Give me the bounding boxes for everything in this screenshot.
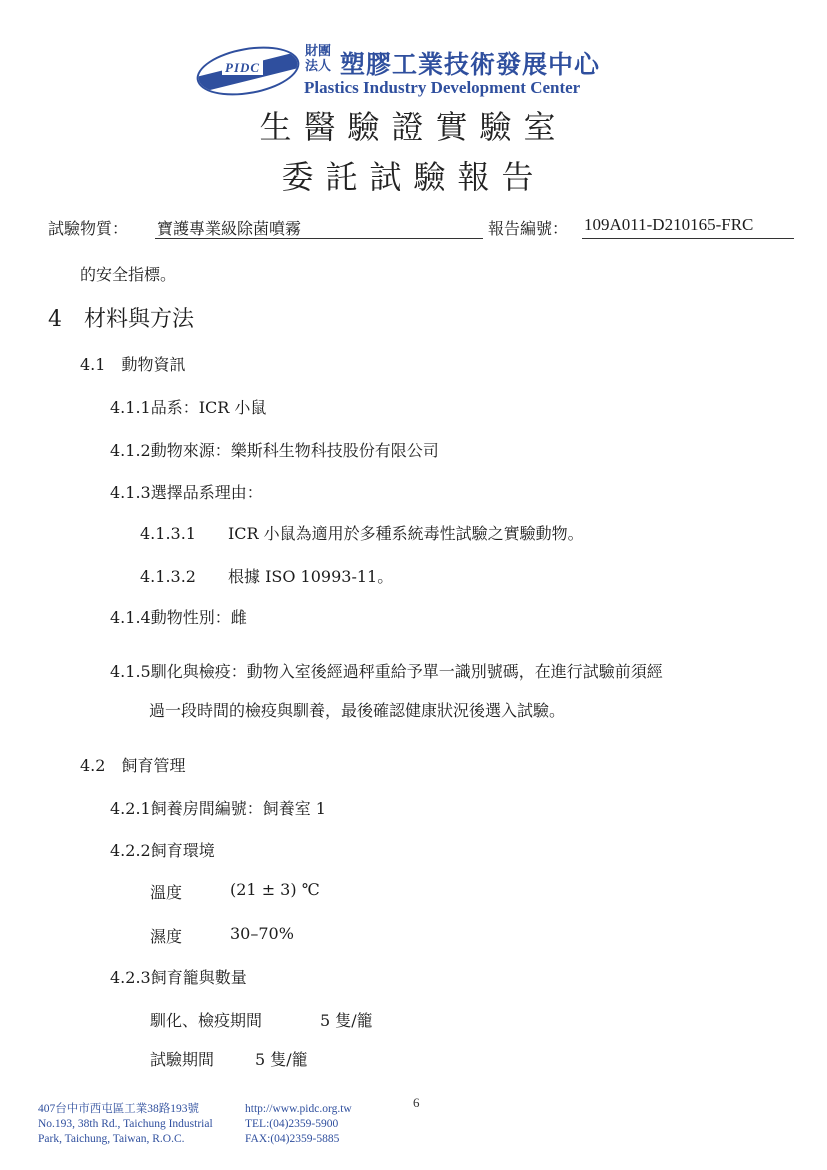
section-4-1-heading: 4.1 動物資訊 [80,355,186,374]
continued-text: 的安全指標。 [80,265,177,284]
humidity-label: 濕度 [150,927,183,946]
quarantine-value: 5 隻/籠 [320,1011,373,1030]
item-4-1-4: 4.1.4動物性別：雌 [110,608,247,627]
item-4-1-2: 4.1.2動物來源：樂斯科生物科技股份有限公司 [110,441,439,460]
report-no-label: 報告編號： [488,219,569,238]
footer-fax: FAX:(04)2359-5885 [245,1133,340,1145]
test-period-label: 試驗期間 [150,1050,215,1069]
org-prefix: 財團法人 [305,44,332,74]
report-no-value: 109A011-D210165-FRC [584,215,754,234]
section-4-heading: 4 材料與方法 [48,307,194,332]
report-title: 委託試驗報告 [281,158,546,196]
report-no-underline [582,238,794,239]
item-4-2-3: 4.2.3飼育籠與數量 [110,968,247,987]
footer-address-en-line2: Park, Taichung, Taiwan, R.O.C. [38,1133,185,1145]
logo-text-label: PIDC [222,60,263,75]
item-4-1-3-1: 4.1.3.1 ICR 小鼠為適用於多種系統毒性試驗之實驗動物。 [140,524,584,543]
item-4-2-2: 4.2.2飼育環境 [110,841,215,860]
footer-address-zh: 407台中市西屯區工業38路193號 [38,1103,199,1115]
logo-text [222,60,263,76]
org-name-zh: 塑膠工業技術發展中心 [340,50,601,79]
temperature-label: 溫度 [150,883,183,902]
footer-address-en-line1: No.193, 38th Rd., Taichung Industrial [38,1118,213,1130]
item-4-1-3-2: 4.1.3.2 根據 ISO 10993-11。 [140,567,394,586]
lab-title: 生醫驗證實驗室 [259,108,568,146]
footer-url: http://www.pidc.org.tw [245,1103,352,1115]
page-number: 6 [413,1095,420,1110]
item-4-2-1: 4.2.1飼養房間編號：飼養室 1 [110,799,326,818]
org-name-en: Plastics Industry Development Center [304,78,581,97]
temperature-value: (21 ± 3) ℃ [230,880,320,899]
item-4-1-3: 4.1.3選擇品系理由： [110,483,263,502]
item-4-1-5-line2: 過一段時間的檢疫與馴養，最後確認健康狀況後選入試驗。 [149,701,566,720]
item-4-1-5-line1: 4.1.5馴化與檢疫：動物入室後經過秤重給予單一識別號碼，在進行試驗前須經 [110,662,663,681]
substance-value: 寶護專業級除菌噴霧 [157,219,302,238]
humidity-value: 30–70% [230,924,294,943]
footer-tel: TEL:(04)2359-5900 [245,1118,339,1130]
test-period-value: 5 隻/籠 [255,1050,308,1069]
quarantine-label: 馴化、檢疫期間 [150,1011,263,1030]
section-4-2-heading: 4.2 飼育管理 [80,756,186,775]
substance-underline [155,238,483,239]
substance-label: 試驗物質： [48,219,129,238]
item-4-1-1: 4.1.1品系：ICR 小鼠 [110,398,267,417]
